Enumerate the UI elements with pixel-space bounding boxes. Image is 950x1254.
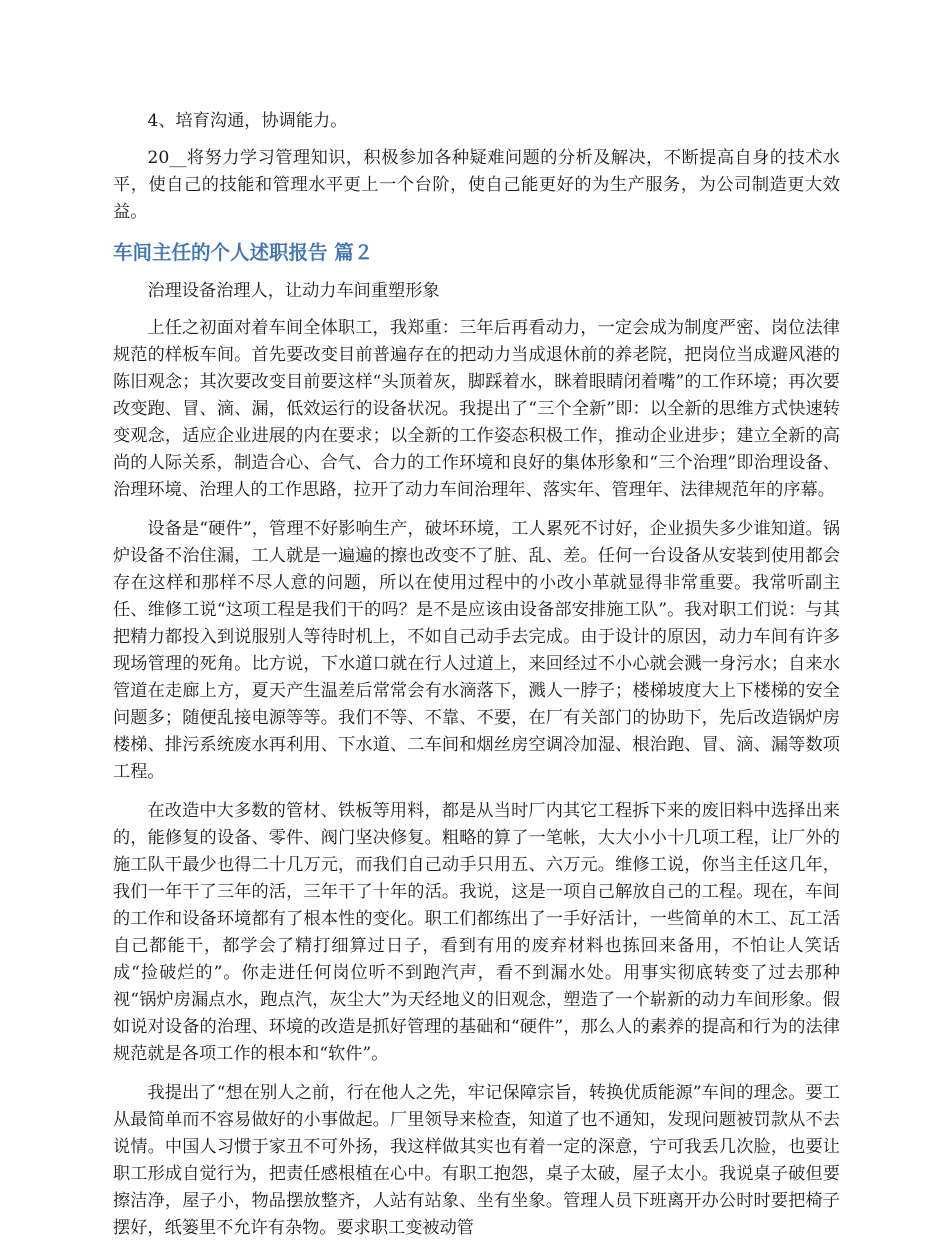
body-paragraph-4: 我提出了“想在别人之前，行在他人之先，牢记保障宗旨，转换优质能源”车间的理念。要工从最简单而不容易做好的小事做起。厂里领导来检查，知道了也不通知，发现问题被罚款从不去说情。中国人习惯于家丑不可外扬，我这样做其实也有着一定的深意，宁可我丢几次脸，也要让职工形成自觉行为，把责任感根植在心中。有职工抱怨，桌子太破，屋子太小。我说桌子破但要擦洁净，屋子小，物品摆放整齐，人站有站象、坐有坐象。管理人员下班离开办公时时要把椅子摆好，纸篓里不允许有杂物。要求职工变被动管 xyxy=(113,1083,840,1238)
document-page xyxy=(113,108,840,1254)
body-paragraph-2: 设备是“硬件”，管理不好影响生产，破坏环境，工人累死不讨好，企业损失多少谁知道。锅炉设备不治住漏，工人就是一遍遍的擦也改变不了脏、乱、差。任何一台设备从安装到使用都会存在这样和那样不尽人意的问题，所以在使用过程中的小改小革就显得非常重要。我常听副主任、维修工说“这项工程是我们干的吗？是不是应该由设备部安排施工队”。我对职工们说：与其把精力都投入到说服别人等待时机上，不如自己动手去完成。由于设计的原因，动力车间有许多现场管理的死角。比方说，下水道口就在行人过道上，来回经过不小心就会溅一身污水；自来水管道在走廊上方，夏天产生温差后常常会有水滴落下，溅人一脖子；楼梯坡度大上下楼梯的安全问题多；随便乱接电源等等。我们不等、不靠、不要，在厂有关部门的协助下，先后改造锅炉房楼梯、排污系统废水再利用、下水道、二车间和烟丝房空调冷加湿、根治跑、冒、滴、漏等数项工程。 xyxy=(113,519,840,782)
section-subtitle: 治理设备治理人，让动力车间重塑形象 xyxy=(147,281,440,301)
intro-paragraph-2: 20__将努力学习管理知识，积极参加各种疑难问题的分析及解决，不断提高自身的技术水平，使自己的技能和管理水平更上一个台阶，使自己能更好的为生产服务，为公司制造更大效益。 xyxy=(113,148,840,222)
body-paragraph-1: 上任之初面对着车间全体职工，我郑重：三年后再看动力，一定会成为制度严密、岗位法律规范的样板车间。首先要改变目前普遍存在的把动力当成退休前的养老院，把岗位当成避风港的陈旧观念；其次要改变目前要这样“头顶着灰，脚踩着水，眯着眼睛闭着嘴”的工作环境；再次要改变跑、冒、滴、漏，低效运行的设备状况。我提出了“三个全新”即：以全新的思维方式快速转变观念，适应企业进展的内在要求；以全新的工作姿态积极工作，推动企业进步；建立全新的高尚的人际关系，制造合心、合气、合力的工作环境和良好的集体形象和“三个治理”即治理设备、治理环境、治理人的工作思路，拉开了动力车间治理年、落实年、管理年、法律规范年的序幕。 xyxy=(113,318,840,500)
intro-paragraph-1: 4、培育沟通，协调能力。 xyxy=(147,111,348,131)
section-heading: 车间主任的个人述职报告 篇２ xyxy=(113,241,374,264)
body-paragraph-3: 在改造中大多数的管材、铁板等用料，都是从当时厂内其它工程拆下来的废旧料中选择出来的，能修复的设备、零件、阀门坚决修复。粗略的算了一笔帐，大大小小十几项工程，让厂外的施工队干最少也得二十几万元，而我们自己动手只用五、六万元。维修工说，你当主任这几年，我们一年干了三年的活，三年干了十年的活。我说，这是一项自己解放自己的工程。现在，车间的工作和设备环境都有了根本性的变化。职工们都练出了一手好活计，一些简单的木工、瓦工活自己都能干，都学会了精打细算过日子，看到有用的废弃材料也拣回来备用，不怕让人笑话成“捡破烂的”。你走进任何岗位听不到跑汽声，看不到漏水处。用事实彻底转变了过去那种视“锅炉房漏点水，跑点汽，灰尘大”为天经地义的旧观念，塑造了一个崭新的动力车间形象。假如说对设备的治理、环境的改造是抓好管理的基础和“硬件”，那么人的素养的提高和行为的法律规范就是各项工作的根本和“软件”。 xyxy=(113,801,840,1064)
